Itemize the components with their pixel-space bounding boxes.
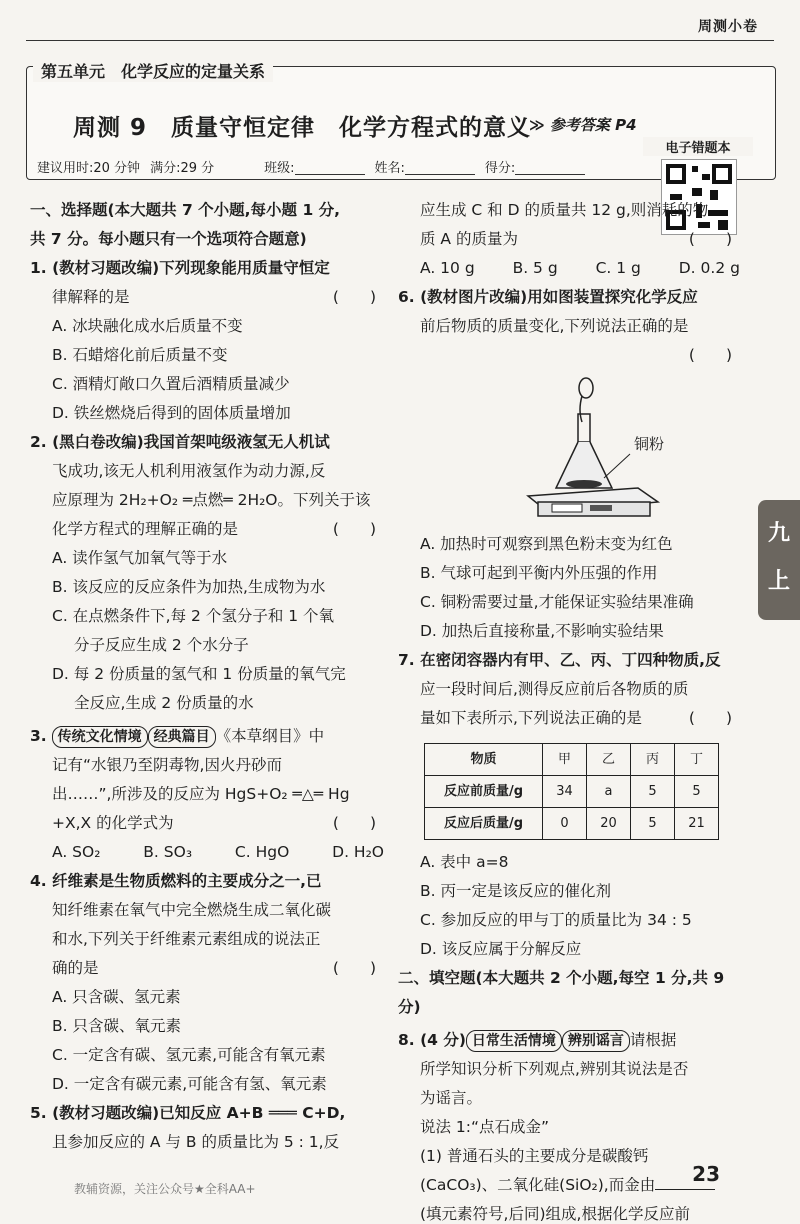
section-2-heading-cont: 分) xyxy=(398,998,421,1016)
q2-option-b[interactable]: B. 该反应的反应条件为加热,生成物为水 xyxy=(52,578,326,596)
name-label: 姓名: xyxy=(375,157,475,176)
left-column xyxy=(30,196,390,1157)
q2-option-a[interactable]: A. 读作氢气加氧气等于水 xyxy=(52,549,228,567)
right-column xyxy=(398,196,746,1224)
q4-option-c[interactable]: C. 一定含有碳、氢元素,可能含有氧元素 xyxy=(52,1046,326,1064)
q7-option-d[interactable]: D. 该反应属于分解反应 xyxy=(420,940,582,958)
q1-option-d[interactable]: D. 铁丝燃烧后得到的固体质量增加 xyxy=(52,404,291,422)
q3-options xyxy=(30,838,390,867)
q2-stem-3: 应原理为 2H₂+O₂ ═点燃═ 2H₂O。下列关于该 xyxy=(52,491,371,509)
score-label: 得分: xyxy=(485,157,585,176)
balance-apparatus-figure xyxy=(508,370,728,530)
table-cell: 0 xyxy=(543,808,587,840)
q1-option-b[interactable]: B. 石蜡熔化前后质量不变 xyxy=(52,346,228,364)
header-box xyxy=(26,62,776,180)
table-header-row xyxy=(425,744,719,776)
q8-part-1-cont-2: (填元素符号,后同)组成,根据化学反应前 xyxy=(420,1205,690,1223)
q6-stem-2: 前后物质的质量变化,下列说法正确的是 xyxy=(420,317,689,335)
full-score: 满分:29 分 xyxy=(150,161,215,176)
q5-stem-3: 应生成 C 和 D 的质量共 12 g,则消耗的物 xyxy=(420,201,709,219)
q4-option-a[interactable]: A. 只含碳、氢元素 xyxy=(52,988,181,1006)
q8-part-1: (1) 普通石头的主要成分是碳酸钙 xyxy=(420,1147,649,1165)
mass-table xyxy=(424,743,719,840)
q5-option-a[interactable]: A. 10 g xyxy=(420,259,475,277)
q8-stem-2: 所学知识分析下列观点,辨别其说法是否 xyxy=(420,1060,689,1078)
q6-option-b[interactable]: B. 气球可起到平衡内外压强的作用 xyxy=(420,564,658,582)
table-row xyxy=(425,808,719,840)
balance-apparatus-icon xyxy=(508,370,728,520)
time-limit: 建议用时:20 分钟 xyxy=(37,161,141,176)
q4-option-d[interactable]: D. 一定含有碳元素,可能含有氢、氧元素 xyxy=(52,1075,327,1093)
q5-options xyxy=(398,254,746,283)
table-header-cell: 物质 xyxy=(425,744,543,776)
table-row xyxy=(425,776,719,808)
answer-reference: ≫ 参考答案 P4 xyxy=(529,116,637,134)
q5-stem: 5. (教材习题改编)已知反应 A+B ═══ C+D, xyxy=(30,1104,346,1122)
table-cell: a xyxy=(587,776,631,808)
section-2-heading: 二、填空题(本大题共 2 个小题,每空 1 分,共 9 xyxy=(398,969,725,987)
q4-option-b[interactable]: B. 只含碳、氧元素 xyxy=(52,1017,181,1035)
meta-row xyxy=(37,157,647,176)
table-cell: 5 xyxy=(675,776,719,808)
table-header-cell: 丙 xyxy=(631,744,675,776)
q1-option-c[interactable]: C. 酒精灯敞口久置后酒精质量减少 xyxy=(52,375,290,393)
q7-stem-2: 应一段时间后,测得反应前后各物质的质 xyxy=(420,680,689,698)
q6-option-d[interactable]: D. 加热后直接称量,不影响实验结果 xyxy=(420,622,664,640)
q5-option-d[interactable]: D. 0.2 g xyxy=(678,259,740,277)
table-cell: 20 xyxy=(587,808,631,840)
q4-stem-2: 知纤维素在氧气中完全燃烧生成二氧化碳 xyxy=(52,901,332,919)
q4-stem-4: 确的是 ( ) xyxy=(52,959,376,977)
q3-stem-2: 记有“水银乃至阴毒物,因火丹砂而 xyxy=(52,756,282,774)
q8-stem: 8. (4 分) 日常生活情境 辨别谣言 请根据 xyxy=(398,1026,746,1055)
q5-stem-2: 且参加反应的 A 与 B 的质量比为 5 : 1,反 xyxy=(52,1133,340,1151)
q3-option-a[interactable]: A. SO₂ xyxy=(52,843,101,861)
table-header-cell: 丁 xyxy=(675,744,719,776)
table-cell: 34 xyxy=(543,776,587,808)
q8-claim-1: 说法 1:“点石成金” xyxy=(420,1118,550,1136)
table-cell: 21 xyxy=(675,808,719,840)
qr-label: 电子错题本 xyxy=(643,137,753,156)
q2-option-c[interactable]: C. 在点燃条件下,每 2 个氢分子和 1 个氧 xyxy=(52,607,335,625)
q3-classic-tag: 经典篇目 xyxy=(148,726,216,748)
q7-stem: 7. 在密闭容器内有甲、乙、丙、丁四种物质,反 xyxy=(398,651,721,669)
q1-option-a[interactable]: A. 冰块融化成水后质量不变 xyxy=(52,317,243,335)
q7-option-c[interactable]: C. 参加反应的甲与丁的质量比为 34 : 5 xyxy=(420,911,692,929)
copper-powder-label: 铜粉 xyxy=(634,435,665,453)
q6-paren-line: ( ) xyxy=(688,346,732,364)
q3-option-d[interactable]: D. H₂O xyxy=(332,843,384,861)
q3-stem: 3. 传统文化情境 经典篇目 《本草纲目》中 xyxy=(30,722,390,751)
q8-rumor-tag: 辨别谣言 xyxy=(562,1030,630,1052)
grade-side-tab xyxy=(758,500,800,620)
q7-option-a[interactable]: A. 表中 a=8 xyxy=(420,853,509,871)
q3-context-tag: 传统文化情境 xyxy=(52,726,148,748)
q2-stem-4: 化学方程式的理解正确的是 ( ) xyxy=(52,520,376,538)
q5-stem-4: 质 A 的质量为 ( ) xyxy=(420,230,732,248)
q7-stem-3: 量如下表所示,下列说法正确的是 ( ) xyxy=(420,709,732,727)
page-number: 23 xyxy=(692,1162,720,1186)
page-title: 周测 9 质量守恒定律 化学方程式的意义 xyxy=(73,115,532,141)
q2-stem: 2. (黑白卷改编)我国首架吨级液氢无人机试 xyxy=(30,433,330,451)
q3-stem-4: +X,X 的化学式为 ( ) xyxy=(52,814,376,832)
top-tag: 周测小卷 xyxy=(698,19,758,35)
unit-title: 第五单元 化学反应的定量关系 xyxy=(33,59,273,82)
table-cell: 5 xyxy=(631,808,675,840)
q6-option-a[interactable]: A. 加热时可观察到黑色粉末变为红色 xyxy=(420,535,673,553)
q1-stem-cont: 律解释的是 ( ) xyxy=(52,288,376,306)
q8-context-tag: 日常生活情境 xyxy=(466,1030,562,1052)
q8-part-1-cont: (CaCO₃)、二氧化硅(SiO₂),而金由 xyxy=(398,1171,746,1200)
q4-stem: 4. 纤维素是生物质燃料的主要成分之一,已 xyxy=(30,872,322,890)
table-cell: 反应前质量/g xyxy=(425,776,543,808)
q3-stem-3: 出……”,所涉及的反应为 HgS+O₂ ═△═ Hg xyxy=(52,785,350,803)
table-header-cell: 乙 xyxy=(587,744,631,776)
q2-stem-2: 飞成功,该无人机利用液氢作为动力源,反 xyxy=(52,462,326,480)
section-1-heading-cont: 共 7 分。每小题只有一个选项符合题意) xyxy=(30,230,307,248)
footer-watermark: 教辅资源，关注公众号★全科AA+ xyxy=(74,1182,256,1196)
q8-stem-3: 为谣言。 xyxy=(420,1089,483,1107)
class-label: 班级: xyxy=(264,157,364,176)
q5-option-c[interactable]: C. 1 g xyxy=(595,259,641,277)
q3-option-c[interactable]: C. HgO xyxy=(234,843,290,861)
q7-option-b[interactable]: B. 丙一定是该反应的催化剂 xyxy=(420,882,611,900)
side-tab-char: 上 xyxy=(767,569,790,594)
table-cell: 5 xyxy=(631,776,675,808)
section-1-heading: 一、选择题(本大题共 7 个小题,每小题 1 分, xyxy=(30,201,341,219)
q5-option-b[interactable]: B. 5 g xyxy=(512,259,558,277)
q2-option-c-cont: 分子反应生成 2 个水分子 xyxy=(74,636,249,654)
q6-option-c[interactable]: C. 铜粉需要过量,才能保证实验结果准确 xyxy=(420,593,694,611)
q4-stem-3: 和水,下列关于纤维素元素组成的说法正 xyxy=(52,930,321,948)
table-cell: 反应后质量/g xyxy=(425,808,543,840)
side-tab-char: 九 xyxy=(767,521,790,546)
q2-option-d[interactable]: D. 每 2 份质量的氢气和 1 份质量的氧气完 xyxy=(52,665,346,683)
table-header-cell: 甲 xyxy=(543,744,587,776)
q3-option-b[interactable]: B. SO₃ xyxy=(143,843,193,861)
q2-option-d-cont: 全反应,生成 2 份质量的水 xyxy=(74,694,254,712)
q1-stem: 1. (教材习题改编)下列现象能用质量守恒定 xyxy=(30,259,330,277)
q6-stem: 6. (教材图片改编)用如图装置探究化学反应 xyxy=(398,288,698,306)
top-rule xyxy=(26,40,774,41)
